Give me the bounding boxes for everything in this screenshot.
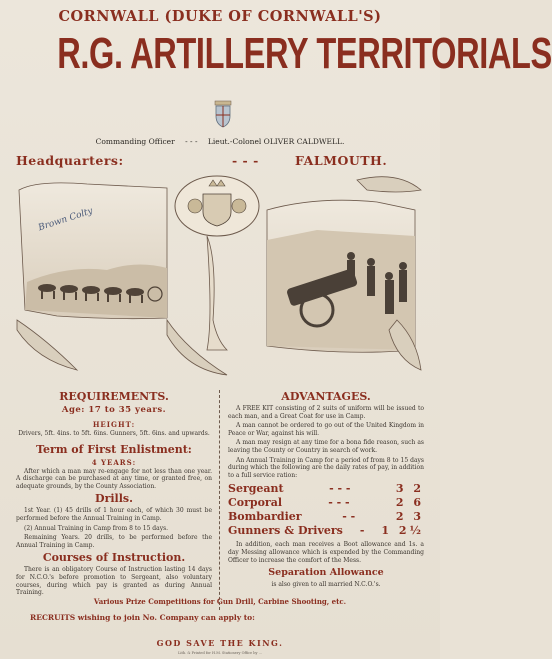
advantage-resign: A man may resign at any time for a bona fide reason, such as leaving the County or Country in search of work.: [228, 439, 424, 454]
prize-competitions: Various Prize Competitions for Gun Drill, Carbine Shooting, etc.: [93, 597, 347, 606]
height-heading: HEIGHT:: [92, 420, 136, 429]
hq-dashes: - - -: [232, 153, 259, 168]
royal-arms-emblem: [175, 176, 259, 350]
advantage-free-kit: A FREE KIT consisting of 2 suits of uniform will be issued to each man, and a Great Coat for use in Camp.: [228, 405, 424, 420]
hq-place: FALMOUTH.: [295, 153, 388, 168]
commanding-name: Lieut.-Colonel OLIVER CALDWELL.: [207, 137, 345, 146]
term-heading: Term of First Enlistment:: [36, 442, 192, 456]
age-line: Age: 17 to 35 years.: [61, 405, 167, 415]
advantages-heading: ADVANTAGES.: [281, 390, 371, 403]
artillery-illustration: [17, 170, 423, 380]
rank-row: Gunners & Drivers - 1 2½: [228, 524, 424, 538]
commanding-officer-line: [0, 137, 440, 146]
recruits-line: RECRUITS wishing to join No. Company can apply to:: [30, 613, 255, 622]
advantage-annual-training: An Annual Training in Camp for a period of from 8 to 15 days during which the following are the daily rates of pay, in addition to a full service ration:: [228, 456, 424, 479]
separation-heading: Separation Allowance: [268, 567, 384, 579]
requirements-heading: REQUIREMENTS.: [59, 390, 169, 403]
drills-remaining: Remaining Years. 20 drills, to be performed before the Annual Training in Camp.: [16, 534, 212, 549]
rank-row: Sergeant - - - 3 2: [228, 482, 424, 496]
god-save-the-king: GOD SAVE THE KING.: [156, 638, 284, 648]
printer-imprint: Lith. & Printed for H.M. Stationery Office by ...: [178, 651, 262, 655]
courses-text: There is an obligatory Course of Instruction lasting 14 days for N.C.O.'s before promotion to Sergeant, also voluntary courses, during which pay is granted as during Annual Training.: [16, 566, 212, 597]
term-text: After which a man may re-engage for not less than one year. A discharge can be purchased at any time, or granted free, on adequate grounds, by the County Association.: [16, 467, 212, 490]
column-divider: [219, 390, 221, 610]
courses-heading: Courses of Instruction.: [42, 551, 186, 565]
commanding-label: Commanding Officer: [95, 137, 175, 146]
height-text: Drivers, 5ft. 4ins. to 5ft. 6ins. Gunners, 5ft. 6ins. and upwards.: [18, 430, 210, 437]
advantage-no-overseas: A man cannot be ordered to go out of the United Kingdom in Peace or War, against his will.: [228, 422, 424, 437]
rank-row: Corporal - - - 2 6: [228, 496, 424, 510]
drills-heading: Drills.: [95, 492, 133, 506]
rank-row: Bombardier - - 2 3: [228, 510, 424, 524]
drills-camp: (2) Annual Training in Camp from 8 to 15 days.: [24, 524, 169, 532]
right-column: [228, 388, 424, 589]
drills-first-year: 1st Year. (1) 45 drills of 1 hour each, of which 30 must be performed before the Annual Training in Camp.: [16, 507, 212, 522]
commanding-dashes: - - -: [185, 137, 198, 146]
poster-title: R.G. ARTILLERY TERRITORIALS: [57, 29, 552, 78]
separation-text: is also given to all married N.C.O.'s.: [271, 581, 381, 589]
left-column: [16, 388, 212, 599]
advantage-allowances: In addition, each man receives a Boot allowance and 1s. a day Messing allowance which is expended by the Commanding Officer to increase the comfort of the Mess.: [228, 541, 424, 564]
handwritten-note: Brown Colty: [37, 206, 95, 234]
pay-rates: [228, 482, 424, 538]
term-years: 4 YEARS:: [91, 457, 137, 467]
poster-subtitle: CORNWALL (DUKE OF CORNWALL'S): [58, 8, 382, 25]
hq-label: Headquarters:: [16, 153, 124, 168]
crest-icon: [212, 100, 234, 130]
